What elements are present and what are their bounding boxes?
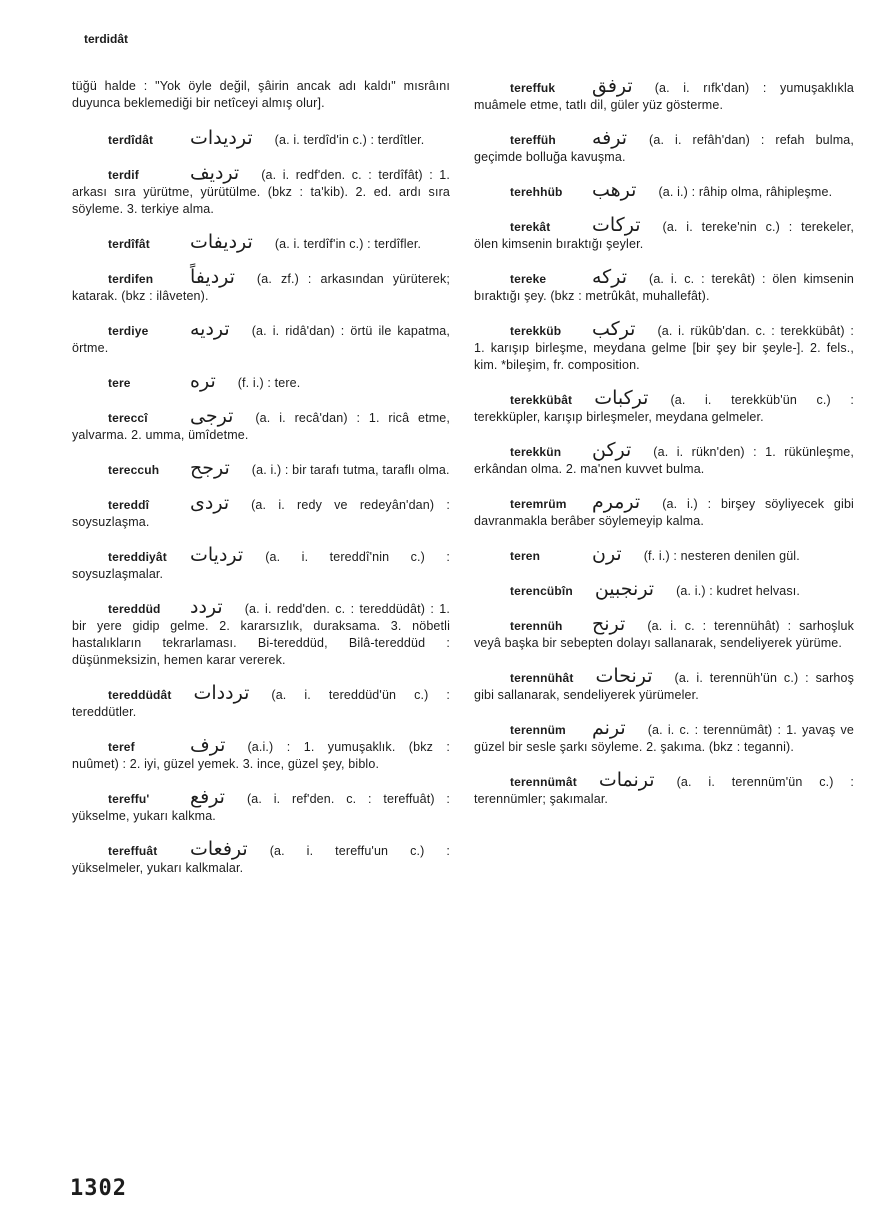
entry-headword: terekkübât: [510, 393, 573, 407]
entry-arabic-script: ترنجبين: [594, 578, 655, 600]
entry-headword: tereddüdât: [108, 688, 172, 702]
entry-definition: (a. i. redy ve redeyân'dan) : soysuzlaşma.: [72, 498, 450, 529]
entry-arabic-script: ترجح: [190, 457, 230, 479]
entry-headword: tereffüh: [510, 133, 556, 147]
entry-definition: (a. i. c. : terennühât) : sarhoşluk veyâ başka bir sebepten dolayı sallanarak, sendeliyerek yürüme.: [474, 619, 854, 650]
entry-definition: (a. i. tereddî'nin c.) : soysuzlaşmalar.: [72, 550, 450, 581]
entry-headword: tereffuk: [510, 81, 556, 95]
entry-arabic-script: تركه: [592, 266, 628, 288]
entry-arabic-script: ترهب: [592, 179, 637, 201]
entry-headword: terekkün: [510, 445, 562, 459]
page-number: 1302: [70, 1176, 127, 1201]
entry-headword: tereccî: [108, 411, 148, 425]
dictionary-entry: [72, 457, 450, 479]
entry-definition: (a. i. redd'den. c. : tereddüdât) : 1. bir yere gidip gelme. 2. kararsızlık, duraksama. 3. nöbetli hastalıkların tekrarlaması. Bi-tereddüd, Bilâ-tereddüd : düşünmeksizin, hemen karar vererek.: [72, 602, 450, 667]
dictionary-entry: [474, 717, 854, 756]
entry-headword: teren: [510, 549, 541, 563]
entry-arabic-script: تردى: [190, 492, 230, 514]
entry-arabic-script: ترجى: [190, 405, 234, 427]
entry-definition: (a. i.) : birşey söyliyecek gibi davranmakla berâber söylemeyip kalma.: [474, 497, 854, 528]
dictionary-entry: [474, 439, 854, 478]
entry-headword: terekküb: [510, 324, 562, 338]
entry-arabic-script: ترنحات: [595, 665, 653, 687]
entry-definition: (a. zf.) : arkasından yürüterek; katarak. (bkz : ilâveten).: [72, 272, 450, 303]
entry-headword: terencübîn: [510, 584, 573, 598]
entry-arabic-script: ترمرم: [592, 491, 641, 513]
entry-arabic-script: ترديف: [190, 162, 240, 184]
entry-definition: tüğü halde : "Yok öyle değil, şâirin ancak adı kaldı" mısrâını duyunca beklemediği bir netîceyi almış olur].: [72, 79, 450, 110]
entry-arabic-script: تركات: [592, 214, 641, 236]
entry-arabic-script: ترديفات: [190, 231, 253, 253]
entry-headword: terennühât: [510, 671, 574, 685]
entry-definition: (f. i.) : nesteren denilen gül.: [643, 549, 800, 563]
dictionary-entry: [72, 838, 450, 877]
entry-definition: (a. i. terdîf'in c.) : terdîfler.: [274, 237, 422, 251]
dictionary-entry: [474, 179, 854, 201]
entry-headword: tereffuât: [108, 844, 158, 858]
dictionary-entry: [72, 318, 450, 357]
entry-headword: tereddiyât: [108, 550, 167, 564]
entry-definition: (a. i. tereke'nin c.) : terekeler, ölen kimsenin bıraktığı şeyler.: [474, 220, 854, 251]
entry-arabic-script: تركب: [592, 318, 636, 340]
entry-headword: terdiye: [108, 324, 149, 338]
entry-definition: (a. i. rıfk'dan) : yumuşaklıkla muâmele etme, tatlı dil, güler yüz gösterme.: [474, 81, 854, 112]
dictionary-entry: [72, 127, 450, 149]
entry-arabic-script: تردد: [190, 596, 223, 618]
entry-headword: terennüm: [510, 723, 566, 737]
entry-arabic-script: ترديه: [190, 318, 230, 340]
entry-headword: teremrüm: [510, 497, 567, 511]
entry-definition: (a. i.) : kudret helvası.: [676, 584, 801, 598]
dictionary-entry: [474, 613, 854, 652]
entry-headword: terdifen: [108, 272, 154, 286]
entry-arabic-script: ترديفاً: [190, 266, 235, 288]
entry-arabic-script: ترفه: [592, 127, 628, 149]
entry-headword: terehhüb: [510, 185, 563, 199]
entry-definition: (a.i.) : 1. yumuşaklık. (bkz : nuûmet) : 2. iyi, güzel yemek. 3. ince, güzel şey, biblo.: [72, 740, 450, 771]
entry-arabic-script: ترددات: [193, 682, 250, 704]
entry-headword: terdif: [108, 168, 139, 182]
entry-definition: (a. i. tereddüd'ün c.) : tereddütler.: [72, 688, 450, 719]
dictionary-entry: [72, 682, 450, 721]
entry-arabic-script: ترن: [592, 543, 622, 565]
dictionary-entry: [72, 596, 450, 669]
entry-definition: (a. i. recâ'dan) : 1. ricâ etme, yalvarma. 2. umma, ümîdetme.: [72, 411, 450, 442]
dictionary-entry: [474, 214, 854, 253]
entry-arabic-script: تركن: [592, 439, 632, 461]
entry-headword: terdîfât: [108, 237, 150, 251]
dictionary-entry: [72, 162, 450, 218]
dictionary-entry: [474, 769, 854, 808]
entry-headword: terdîdât: [108, 133, 154, 147]
dictionary-entry: [72, 405, 450, 444]
dictionary-entry: [474, 387, 854, 426]
entry-arabic-script: ترنح: [592, 613, 626, 635]
entry-definition: (a. i.) : râhip olma, râhipleşme.: [658, 185, 833, 199]
dictionary-entry: [72, 231, 450, 253]
entry-definition: (a. i. ref'den. c. : tereffuât) : yükselme, yukarı kalkma.: [72, 792, 450, 823]
entry-definition: (f. i.) : tere.: [237, 376, 301, 390]
entry-arabic-script: ترديات: [190, 544, 244, 566]
entry-arabic-script: تركبات: [594, 387, 649, 409]
entry-definition: (a. i. ridâ'dan) : örtü ile kapatma, örtme.: [72, 324, 450, 355]
entry-arabic-script: ترفع: [190, 786, 225, 808]
entry-arabic-script: ترفعات: [190, 838, 248, 860]
entry-headword: terennüh: [510, 619, 563, 633]
dictionary-entry: [72, 266, 450, 305]
dictionary-entry: [474, 127, 854, 166]
entry-definition: (a. i. terekküb'ün c.) : terekküpler, karışıp birleşmeler, meydana gelmeler.: [474, 393, 854, 424]
entry-headword: tereddüd: [108, 602, 161, 616]
entry-headword: tere: [108, 376, 131, 390]
dictionary-entry: [474, 491, 854, 530]
entry-definition: (a. i. terdîd'in c.) : terdîtler.: [274, 133, 425, 147]
entry-definition: (a. i. refâh'dan) : refah bulma, geçimde bolluğa kavuşma.: [474, 133, 854, 164]
left-column: [72, 78, 450, 893]
entry-headword: tereke: [510, 272, 547, 286]
entry-headword: tereddî: [108, 498, 150, 512]
dictionary-entry: [72, 786, 450, 825]
entry-definition: (a. i. terennüh'ün c.) : sarhoş gibi sallanarak, sendeliyerek yürümeler.: [474, 671, 854, 702]
dictionary-entry: [474, 266, 854, 305]
dictionary-entry: [474, 665, 854, 704]
dictionary-entry: [474, 318, 854, 374]
entry-definition: (a. i. rükûb'dan. c. : terekkübât) : 1. karışıp birleşme, meydana gelme [bir şey bir şeyle-]. 2. fels., kim. *bileşim, fr. composition.: [474, 324, 854, 372]
dictionary-entry: [72, 734, 450, 773]
entry-arabic-script: ترديدات: [190, 127, 253, 149]
dictionary-entry: [474, 578, 854, 600]
dictionary-entry: [72, 78, 450, 112]
dictionary-entry: [72, 370, 450, 392]
entry-definition: (a. i.) : bir tarafı tutma, taraflı olma.: [251, 463, 450, 477]
entry-headword: terennümât: [510, 775, 577, 789]
dictionary-entry: [474, 75, 854, 114]
entry-arabic-script: ترفق: [592, 75, 633, 97]
entry-headword: tereffu': [108, 792, 150, 806]
entry-definition: (a. i. c. : terennümât) : 1. yavaş ve güzel bir sesle şarkı söyleme. 2. şakıma. (bkz : teganni).: [474, 723, 854, 754]
entry-definition: (a. i. rükn'den) : 1. rükünleşme, erkândan olma. 2. ma'nen kuvvet bulma.: [474, 445, 854, 476]
entry-definition: (a. i. tereffu'un c.) : yükselmeler, yukarı kalkmalar.: [72, 844, 450, 875]
entry-arabic-script: ترف: [190, 734, 226, 756]
entry-arabic-script: ترنمات: [598, 769, 655, 791]
dictionary-entry: [72, 544, 450, 583]
page-header-word: terdidât: [84, 32, 129, 46]
dictionary-entry: [72, 492, 450, 531]
right-column: [474, 75, 854, 824]
entry-headword: tereccuh: [108, 463, 160, 477]
entry-headword: terekât: [510, 220, 551, 234]
entry-definition: (a. i. terennüm'ün c.) : terennümler; şakımalar.: [474, 775, 854, 806]
entry-arabic-script: ترنم: [592, 717, 626, 739]
dictionary-entry: [474, 543, 854, 565]
entry-headword: teref: [108, 740, 135, 754]
entry-definition: (a. i. redf'den. c. : terdîfât) : 1. arkası sıra yürütme, yürütülme. (bkz : ta'kib). 2. ed. ardı sıra söyleme. 3. terkiye alma.: [72, 168, 450, 216]
entry-definition: (a. i. c. : terekât) : ölen kimsenin bıraktığı şey. (bkz : metrûkât, muhallefât).: [474, 272, 854, 303]
entry-arabic-script: تره: [190, 370, 216, 392]
